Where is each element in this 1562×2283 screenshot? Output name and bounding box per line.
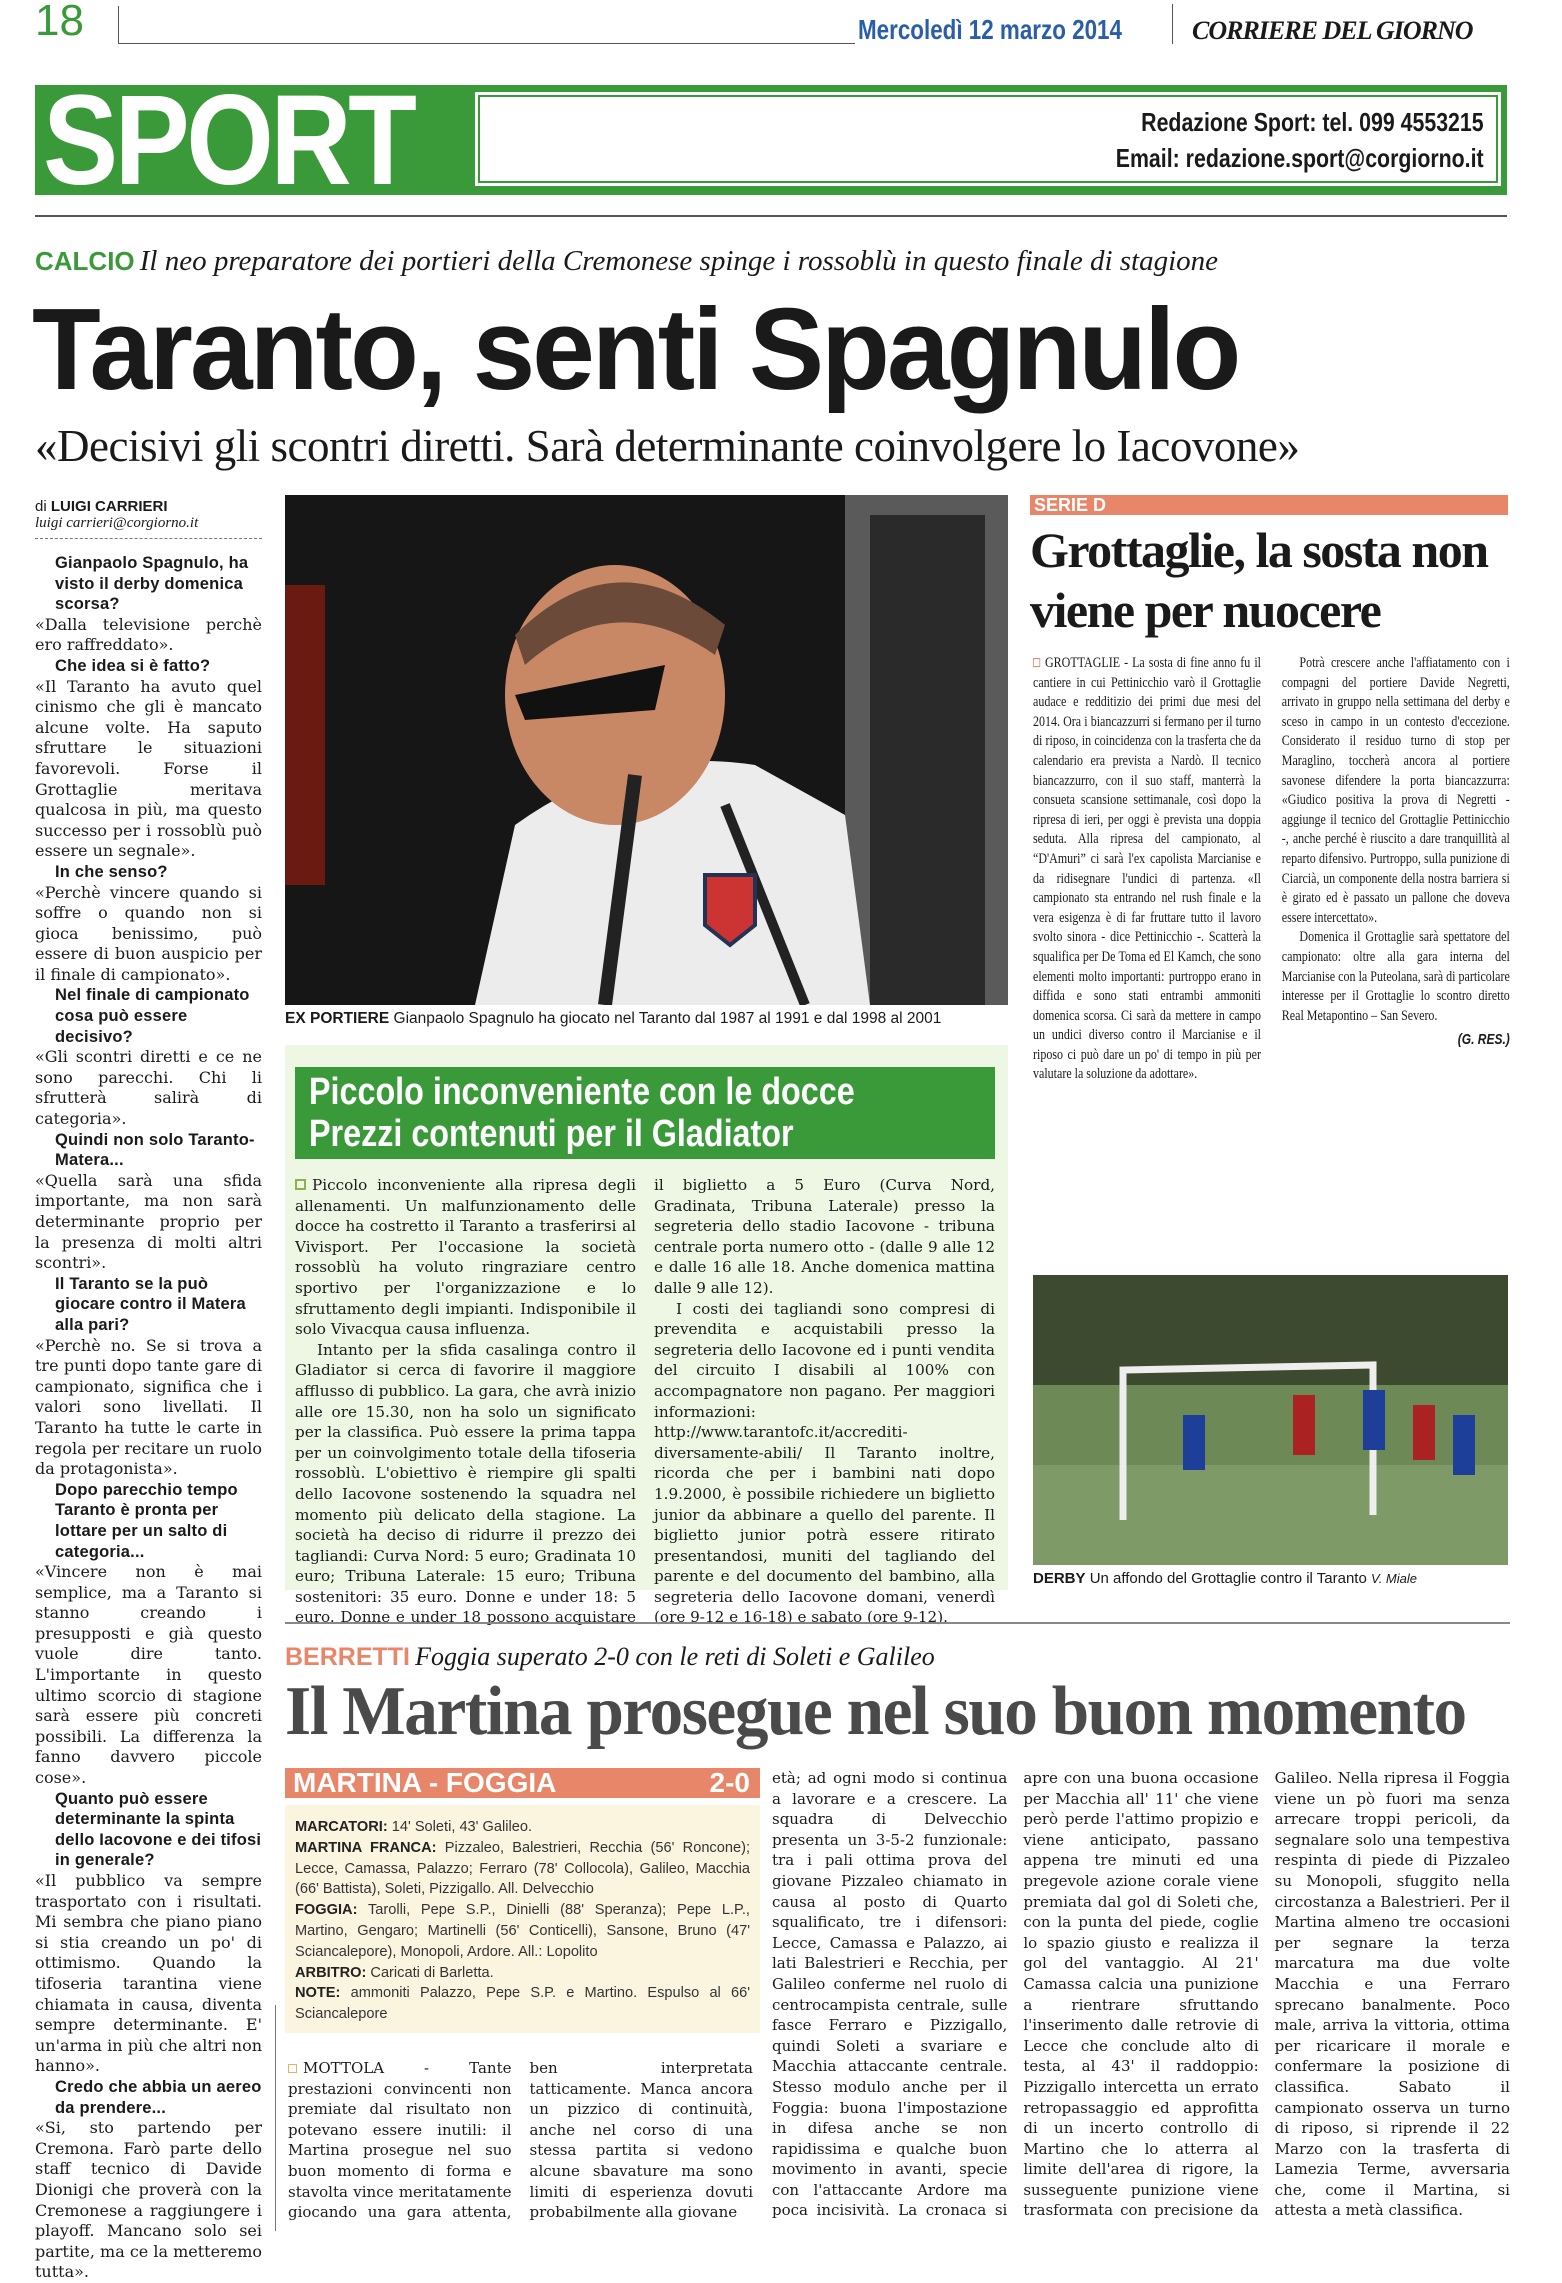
kicker — [35, 245, 1218, 278]
photo-illustration — [1033, 1275, 1508, 1565]
caption-label: EX PORTIERE — [285, 1010, 390, 1027]
report-label: ARBITRO: — [295, 1964, 367, 1981]
photo-caption — [285, 1010, 941, 1028]
report-text: Caricati di Barletta. — [370, 1964, 494, 1981]
interview-answer: «Si, sto partendo per Cremona. Farò parte dello staff tecnico di Davide Dionigi che proverà con la Cremonese a raggiungere i playoff. Mancano solo sei partite, ma ce la metteremo tutta». — [35, 2118, 262, 2282]
interview-body — [35, 553, 262, 2283]
interview-question: Il Taranto se la può giocare contro il Matera alla pari? — [55, 1274, 246, 1334]
box-paragraph: Piccolo inconveniente alla ripresa degli allenamenti. Un malfunzionamento delle docce ha costretto il Taranto a trasferirsi al Vivisport. Per l'occasione la società rossoblù ha voluto ringraziare centro sportivo per l'organizzazione e lo sfruttamento degli impianti. Indisponibile il solo Vivacqua causa influenza. — [295, 1176, 636, 1339]
issue-date: Mercoledì 12 marzo 2014 — [858, 14, 1122, 45]
box-body — [295, 1175, 995, 1628]
bullet-square-icon — [1033, 658, 1040, 667]
spagnulo-photo — [285, 495, 1008, 1005]
box-paragraph: Intanto per la sfida casalinga contro il Gladiator si cerca di favorire il maggiore afflusso di pubblico. La gara, che avrà inizio alle ore 15.30, non ha solo un significato per la classifica. Può essere la prima tappa per un coinvolgimento totale della tifoseria rossoblù. L'obiettivo è riempire gli spalti dello Iacovone sostenendo la squadra nel momento più delicato della stagione. La società ha deciso di ridurre il prezzo dei tagliandi: Curva Nord: 5 euro; Gradinata 10 euro; Tribuna Laterale: 15 euro; Tribuna sostenitori: 35 euro. Donne e under 18: 5 euro. Donne e under 18 possono acquistare il biglietto a 5 Euro (Curva Nord, Gradinata, Tribuna Laterale) presso la segreteria dello stadio Iacovone - tribuna centrale porta numero otto - (dalle 9 alle 12 e dalle 16 alle 18. Anche domenica mattina dalle 9 alle 12). — [295, 1176, 995, 1627]
kicker-label: BERRETTI — [285, 1643, 410, 1671]
kicker-label: CALCIO — [35, 246, 135, 276]
column-rule — [275, 2005, 276, 2231]
box-paragraph: I costi dei tagliandi sono compresi di prevendita e acquistabili presso la segreteria dello Iacovone ed i punti vendita del circuito I disabili al 100% con accompagnatore non pagano. Per maggiori informazioni: http://www.tarantofc.it/accrediti-diversamente-abili/ Il Taranto inoltre, ricorda che per i bambini nati dopo 1.9.2000, è possibile richiedere un biglietto junior da abbinare a quello del parente. Il biglietto junior potrà essere ritirato presentandosi, muniti del tagliando del parente e del documento del bambino, alla segreteria dello Iacovone domani, venerdì (ore 9-12 e 16-18) e sabato (ore 9-12). — [654, 1299, 995, 1627]
grottaglie-signature: (G. RES.) — [1457, 1031, 1510, 1049]
grottaglie-headline: Grottaglie, la sosta non viene per nuocere — [1030, 522, 1488, 638]
section-title: SPORT — [43, 69, 414, 212]
grottaglie-body — [1033, 654, 1510, 1085]
bullet-square-icon — [288, 2064, 297, 2073]
interview-answer: «Vincere non è mai semplice, ma a Taranto si stanno creando i presupposti e già questo vuole dire tanto. L'importante in questo ultimo scorcio di stagione sarà essere più concreti possibili. La differenza la fanno davvero piccole cose». — [35, 1562, 262, 1788]
interview-answer: «Quella sarà una sfida importante, ma non sarà determinante proprio per la presenza di molti altri scontri». — [35, 1170, 262, 1273]
interview-column — [35, 498, 262, 2283]
serie-d-bar — [1030, 495, 1508, 515]
author-email[interactable]: luigi carrieri@corgiorno.it — [35, 515, 262, 539]
section-phone: Redazione Sport: tel. 099 4553215 — [1141, 107, 1484, 137]
interview-answer: «Perchè vincere quando si soffre o quando non si gioca benissimo, può essere di buon auspicio per il finale di campionato». — [35, 882, 262, 984]
photo-credit: V. Miale — [1370, 1571, 1417, 1586]
martina-article — [288, 2058, 753, 2231]
byline-prefix: di — [35, 498, 47, 515]
box-title-band — [295, 1067, 995, 1159]
newspaper-name: CORRIERE DEL GIORNO — [1192, 16, 1473, 45]
interview-question: Quindi non solo Taranto-Matera... — [55, 1130, 255, 1170]
page-number: 18 — [35, 0, 84, 45]
martina-paragraph-continued: età; ad ogni modo si continua a lavorare e a crescere. La squadra di Delvecchio presenta un 3-5-2 funzionale: tra i pali ottima prova del giovane Pizzaleo chiamato in causa al posto di Quarto squalificato, tre i difensori: Lecce, Camassa e Palazzo, ai lati Balestrieri e Recchia, per Galileo conferme nel ruolo di centrocampista centrale, sulle fasce Ferraro e Pizzigallo, quindi Soleti a svariare e Macchia attaccante centrale. Stesso modulo anche per il Foggia: buona l'impostazione in difesa anche se non rapidissima e qualche buon movimento in avanti, specie con l'attaccante Ardore ma poca incisività. La cronaca si apre con una buona occasione per Macchia all' 11' che viene però perde l'attimo propizio e viene anticipato, passano appena tre minuti ed una pregevole azione corale viene premiata dal gol di Soleti che, con la punta del piede, coglie lo spazio giusto e realizza il gol del vantaggio. Al 21' Camassa calcia una punizione a rientrare sfruttando l'inserimento dalle retrovie di Lecce che conclude alto di testa, al 43' il raddoppio: Pizzigallo intercetta un errato retropassaggio ed approfitta di un incerto controllo di Martino che lo atterra al limite dell'area di rigore, la susseguente punizione viene trasformata con precisione da Galileo. Nella ripresa il Foggia viene un pò fuori ma senza arrecare troppi pericoli, da segnalare solo una tempestiva respinta di piede di Pizzaleo su Monopoli, sfuggito nella circostanza a Balestrieri. Per il Martina almeno tre occasioni per segnare la terza marcatura ma due volte Macchia e una Ferraro sprecano banalmente. Poco male, arriva la vittoria, ottima per ricaricare il morale e confermare la posizione di classifica. Sabato il campionato osserva un turno di riposo, si riprende il 22 Marzo con la trasferta di Lamezia Terme, avversaria che, come il Martina, si attesta a metà classifica. — [772, 1769, 1510, 2220]
sidebar-box — [285, 1045, 1008, 1627]
contact-box — [478, 95, 1498, 183]
kicker-text: Il neo preparatore dei portieri della Cremonese spinge i rossoblù in questo finale di stagione — [139, 245, 1219, 277]
score-teams: MARTINA - FOGGIA — [293, 1767, 557, 1798]
interview-question: Che idea si è fatto? — [55, 656, 211, 675]
interview-answer: «Dalla televisione perchè ero raffreddato». — [35, 614, 262, 655]
match-report-box — [285, 1805, 760, 2033]
author-name: LUIGI CARRIERI — [50, 498, 168, 515]
interview-question: Credo che abbia un aereo da prendere... — [55, 2077, 262, 2117]
interview-answer: «Il Taranto ha avuto quel cinismo che gli è mancato alcune volte. Ha saputo sfruttare le situazioni favorevoli. Forse il Grottaglie meritava qualcosa in più, ma questo successo per i rossoblù può essere un segnale». — [35, 676, 262, 861]
derby-photo — [1033, 1275, 1508, 1565]
report-text: Tarolli, Pepe S.P., Dinielli (88' Speranza); Pepe L.P., Martino, Gengaro; Martinelli (56' Conticelli), Sansone, Bruno (47' Sciancalepore), Monopoli, Ardore. All.: Lopolito — [295, 1902, 750, 1960]
section-band — [35, 69, 1507, 212]
photo-illustration — [285, 495, 1008, 1005]
header-rule — [118, 43, 855, 44]
scoreboard — [285, 1768, 760, 1798]
berretti-kicker — [285, 1642, 935, 1672]
bullet-square-icon — [295, 1179, 306, 1190]
grottaglie-paragraph: GROTTAGLIE - La sosta di fine anno fu il cantiere in cui Pettinicchio varò il Grottaglie audace e redditizio dei primi due mesi del 2014. Ora i biancazzurri si fermano per il turno di riposo, in coincidenza con la trasferta che da calendario era prevista a Nardò. Il tecnico biancazzurro, con il suo staff, manterrà la consueta scansione settimanale, così dopo la ripresa di ieri, per oggi è prevista una doppia seduta. Alla ripresa del campionato, al “D'Amuri” ci sarà l'ex capolista Marcianise e da ridisegnare l'undici di partenza. «Il campionato sta entrando nel rush finale e la vera esigenza è di far fruttare tutto il lavoro svolto sinora - dice Pettinicchio -. Scatterà la squalifica per De Toma ed El Kamch, che sono elementi molto importanti: purtroppo erano in diffida e sono stati entrambi ammoniti domenica scorsa. Ci sarà da mettere in campo un undici diverso contro il Marcianise e il riposo ci può dare un po' di tempo in più per valutare la soluzione da adottare». — [1033, 655, 1261, 1083]
box-title-line1: Piccolo inconveniente con le docce — [309, 1071, 855, 1113]
subhead: «Decisivi gli scontri diretti. Sarà determinante coinvolgere lo Iacovone» — [35, 421, 1300, 471]
grottaglie-paragraph: Potrà crescere anche l'affiatamento con i compagni del portiere Davide Negretti, arrivato in gruppo nella settimana del derby e sceso in campo in un contesto d'eccezione. Considerato il residuo turno di stop per Maraglino, toccherà ancora al portiere savonese difendere la porta biancazzurra: «Giudico positiva la prova di Negretti - aggiunge il tecnico del Grottaglie Pettinicchio -, anche perché è riuscito a dare tranquillità al reparto difensivo. Purtroppo, sulla punizione di Ciarcià, un componente della nostra barriera si è girato ed è passato un pallone che doveva essere intercettato». — [1281, 655, 1510, 926]
derby-caption — [1033, 1570, 1417, 1587]
caption-label: DERBY — [1033, 1570, 1086, 1587]
interview-question: Dopo parecchio tempo Taranto è pronta per lottare per un salto di categoria... — [55, 1480, 238, 1561]
martina-article-continued — [772, 1768, 1510, 2231]
report-label: NOTE: — [295, 1985, 341, 2002]
report-text: Pizzaleo, Balestrieri, Recchia (56' Roncone); Lecce, Camassa, Palazzo; Ferraro (78' Collocola), Galileo, Macchia (66' Battista), Soleti, Pizzigallo. All. Delvecchio — [295, 1839, 750, 1898]
caption-text: Gianpaolo Spagnulo ha giocato nel Taranto dal 1987 al 1991 e dal 1998 al 2001 — [393, 1010, 942, 1027]
report-label: MARCATORI: — [295, 1819, 388, 1835]
report-text: 14' Soleti, 43' Galileo. — [391, 1819, 532, 1835]
interview-answer: «Il pubblico va sempre trasportato con i risultati. Mi sembra che piano piano si stia creando un po' di ottimismo. Quando la tifoseria tarantina viene chiamata in causa, diventa sempre determinante. E' un'arma in più che altri non hanno». — [35, 1871, 262, 2076]
header-rule-left — [118, 6, 119, 44]
report-row — [295, 1900, 750, 1962]
report-row — [295, 1817, 750, 1838]
interview-question: Gianpaolo Spagnulo, ha visto il derby domenica scorsa? — [55, 554, 249, 614]
martina-headline: Il Martina prosegue nel suo buon momento — [285, 1673, 1466, 1750]
interview-question: In che senso? — [55, 862, 168, 881]
interview-question: Quanto può essere determinante la spinta dello Iacovone e dei tifosi in generale? — [55, 1789, 262, 1870]
section-rule — [35, 215, 1507, 217]
headline: Taranto, senti Spagnulo — [32, 284, 1239, 414]
interview-answer: «Perchè no. Se si trova a tre punti dopo tante gare di campionato, significa che i valori sono livellati. Il Taranto ha tutte le carte in regola per recitare un ruolo da protagonista». — [35, 1335, 262, 1479]
report-label: FOGGIA: — [295, 1902, 358, 1919]
section-email: Email: redazione.sport@corgiorno.it — [1116, 143, 1484, 173]
interview-question: Nel finale di campionato cosa può essere decisivo? — [55, 986, 250, 1046]
martina-paragraph: MOTTOLA - Tante prestazioni convincenti non premiate dal risultato non potevano essere inutili: il Martina prosegue nel suo buon momento di forma e stavolta vince meritatamente giocando una gara attenta, ben interpretata tatticamente. Manca ancora un pizzico di continuità, anche nel corso di una stessa partita si vedono alcune sbavature ma sono limiti di esperienza dovuti probabilmente alla giovane — [288, 2059, 753, 2222]
report-row — [295, 1963, 750, 1984]
report-label: MARTINA FRANCA: — [295, 1839, 437, 1856]
score-result: 2-0 — [709, 1767, 750, 1798]
bottom-rule — [285, 1622, 1510, 1624]
interview-answer: «Gli scontri diretti e ce ne sono parecchi. Chi li sfrutterà salirà di categoria». — [35, 1047, 262, 1129]
kicker-text: Foggia superato 2-0 con le reti di Soleti e Galileo — [415, 1642, 935, 1671]
report-text: ammoniti Palazzo, Pepe S.P. e Martino. Espulso al 66' Sciancalepore — [295, 1985, 750, 2023]
report-row — [295, 1838, 750, 1900]
caption-text: Un affondo del Grottaglie contro il Taranto — [1089, 1570, 1367, 1587]
box-title-line2: Prezzi contenuti per il Gladiator — [309, 1113, 794, 1155]
grottaglie-paragraph: Domenica il Grottaglie sarà spettatore del campionato: oltre alla gara interna del Marcianise con la Puteolana, sarà di particolare interesse per il Grottaglie lo scontro diretto Real Metapontino – San Severo. — [1281, 929, 1510, 1024]
header-divider — [1172, 4, 1173, 44]
serie-d-label: SERIE D — [1034, 495, 1107, 515]
report-row — [295, 1983, 750, 2025]
